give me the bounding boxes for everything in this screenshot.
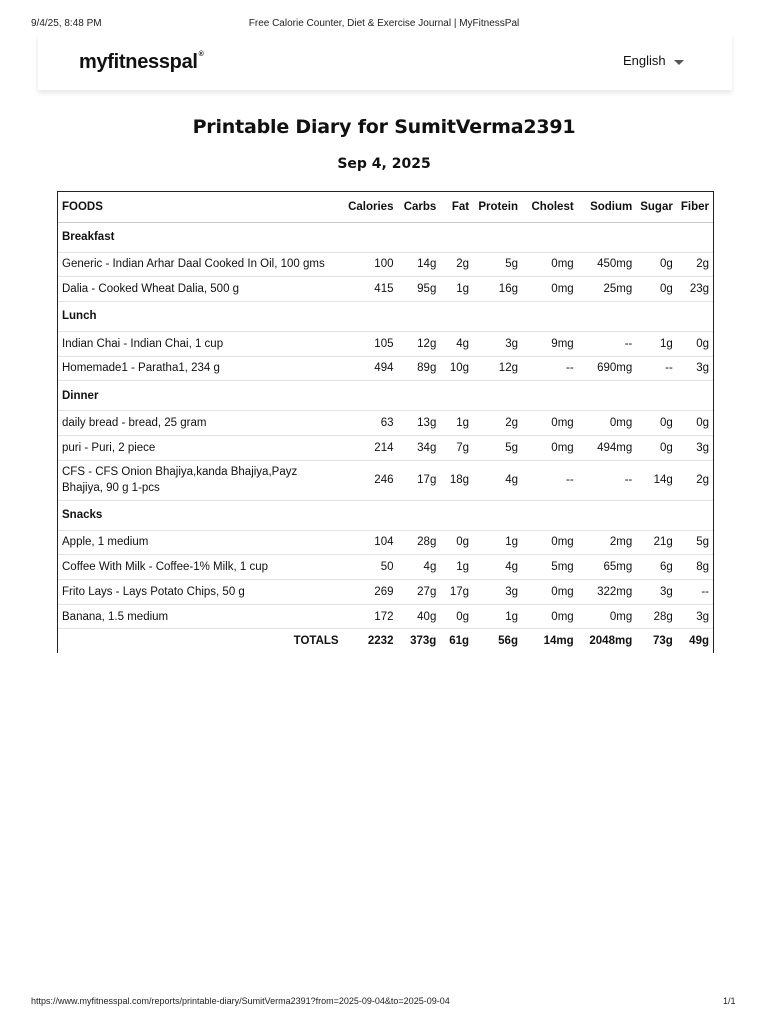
food-sugar: 21g: [636, 530, 677, 555]
food-carbs: 40g: [397, 604, 440, 629]
food-calories: 269: [343, 580, 398, 605]
food-sugar: 0g: [636, 277, 677, 302]
food-sugar: 6g: [636, 555, 677, 580]
food-carbs: 34g: [397, 435, 440, 460]
food-fiber: 0g: [677, 331, 713, 356]
food-row: [58, 530, 713, 555]
print-footer: [0, 994, 768, 1014]
food-name: Homemade1 - Paratha1, 234 g: [58, 356, 343, 381]
food-fat: 10g: [440, 356, 473, 381]
chevron-down-icon: [674, 60, 684, 65]
food-protein: 5g: [473, 435, 522, 460]
food-sodium: 25mg: [578, 277, 637, 302]
food-carbs: 12g: [397, 331, 440, 356]
food-sodium: 0mg: [578, 604, 637, 629]
total-fiber: 49g: [689, 635, 709, 648]
food-name: Apple, 1 medium: [58, 530, 343, 555]
food-fiber: 3g: [677, 356, 713, 381]
food-fiber: 2g: [677, 460, 713, 500]
food-row: [58, 252, 713, 277]
food-fiber: 23g: [677, 277, 713, 302]
table-header-row: [58, 192, 713, 222]
food-sodium: 494mg: [578, 435, 637, 460]
column-header-sodium: Sodium: [578, 192, 637, 222]
food-name: Dalia - Cooked Wheat Dalia, 500 g: [58, 277, 343, 302]
food-row: [58, 604, 713, 629]
food-protein: 4g: [473, 555, 522, 580]
food-protein: 3g: [473, 331, 522, 356]
food-row: [58, 331, 713, 356]
page-title: Printable Diary for SumitVerma2391: [192, 116, 576, 138]
meal-name: Breakfast: [58, 222, 713, 252]
food-row: [58, 460, 713, 500]
total-fat: 61g: [449, 635, 470, 648]
food-calories: 246: [343, 460, 398, 500]
food-fat: 4g: [440, 331, 473, 356]
food-fat: 1g: [440, 555, 473, 580]
food-sugar: 0g: [636, 252, 677, 277]
food-cholest: 5mg: [522, 555, 578, 580]
food-cholest: --: [522, 356, 578, 381]
food-fat: 18g: [440, 460, 473, 500]
food-sugar: 28g: [636, 604, 677, 629]
meal-row: [58, 500, 713, 530]
food-sodium: 450mg: [578, 252, 637, 277]
totals-label: TOTALS: [293, 635, 339, 648]
food-row: [58, 356, 713, 381]
food-fat: 7g: [440, 435, 473, 460]
column-header-cholest: Cholest: [522, 192, 578, 222]
food-cholest: --: [522, 460, 578, 500]
food-carbs: 27g: [397, 580, 440, 605]
food-carbs: 28g: [397, 530, 440, 555]
diary-table-container: [57, 191, 714, 653]
food-cholest: 0mg: [522, 252, 578, 277]
food-protein: 3g: [473, 580, 522, 605]
food-name: Indian Chai - Indian Chai, 1 cup: [58, 331, 343, 356]
totals-row: [58, 629, 713, 653]
food-fat: 1g: [440, 277, 473, 302]
food-calories: 214: [343, 435, 398, 460]
food-row: [58, 411, 713, 436]
food-sugar: 3g: [636, 580, 677, 605]
food-cholest: 0mg: [522, 435, 578, 460]
myfitnesspal-logo[interactable]: myfitnesspal®: [79, 51, 204, 73]
food-sugar: 0g: [636, 435, 677, 460]
food-sugar: 0g: [636, 411, 677, 436]
food-fat: 2g: [440, 252, 473, 277]
food-protein: 2g: [473, 411, 522, 436]
food-carbs: 95g: [397, 277, 440, 302]
meal-name: Snacks: [58, 500, 713, 530]
food-name: puri - Puri, 2 piece: [58, 435, 343, 460]
food-fiber: 0g: [677, 411, 713, 436]
food-calories: 415: [343, 277, 398, 302]
column-header-fiber: Fiber: [677, 192, 713, 222]
food-carbs: 17g: [397, 460, 440, 500]
food-protein: 12g: [473, 356, 522, 381]
food-cholest: 0mg: [522, 580, 578, 605]
column-header-protein: Protein: [473, 192, 522, 222]
print-page-title: Free Calorie Counter, Diet & Exercise Journal | MyFitnessPal: [248, 18, 520, 29]
food-protein: 16g: [473, 277, 522, 302]
food-protein: 4g: [473, 460, 522, 500]
food-row: [58, 580, 713, 605]
food-calories: 172: [343, 604, 398, 629]
food-fat: 17g: [440, 580, 473, 605]
food-cholest: 0mg: [522, 411, 578, 436]
food-sodium: 0mg: [578, 411, 637, 436]
food-fat: 1g: [440, 411, 473, 436]
food-name: Frito Lays - Lays Potato Chips, 50 g: [58, 580, 343, 605]
food-row: [58, 277, 713, 302]
food-sugar: --: [636, 356, 677, 381]
food-cholest: 0mg: [522, 530, 578, 555]
food-fiber: 8g: [677, 555, 713, 580]
site-header: [38, 34, 732, 90]
total-protein: 56g: [498, 635, 518, 648]
meal-row: [58, 381, 713, 411]
food-carbs: 4g: [397, 555, 440, 580]
food-calories: 50: [343, 555, 398, 580]
food-name: Coffee With Milk - Coffee-1% Milk, 1 cup: [58, 555, 343, 580]
print-url: https://www.myfitnesspal.com/reports/printable-diary/SumitVerma2391?from=2025-09-04&to=2025-09-04: [31, 996, 450, 1006]
food-name: Generic - Indian Arhar Daal Cooked In Oil, 100 gms: [58, 252, 343, 277]
column-header-sugar: Sugar: [636, 192, 677, 222]
food-fiber: 3g: [677, 604, 713, 629]
food-cholest: 0mg: [522, 277, 578, 302]
meal-name: Dinner: [58, 381, 713, 411]
column-header-fat: Fat: [440, 192, 473, 222]
food-carbs: 13g: [397, 411, 440, 436]
food-calories: 494: [343, 356, 398, 381]
food-name: daily bread - bread, 25 gram: [58, 411, 343, 436]
language-selector[interactable]: [623, 53, 684, 68]
food-protein: 5g: [473, 252, 522, 277]
food-sodium: 322mg: [578, 580, 637, 605]
total-cholest: 14mg: [543, 635, 574, 648]
food-sodium: --: [578, 331, 637, 356]
food-sugar: 14g: [636, 460, 677, 500]
food-fiber: 2g: [677, 252, 713, 277]
food-fat: 0g: [440, 604, 473, 629]
food-protein: 1g: [473, 530, 522, 555]
meal-name: Lunch: [58, 301, 713, 331]
food-calories: 100: [343, 252, 398, 277]
food-diary-table: [58, 192, 713, 653]
meal-row: [58, 301, 713, 331]
food-name: CFS - CFS Onion Bhajiya,kanda Bhajiya,Payz Bhajiya, 90 g 1-pcs: [58, 460, 343, 500]
print-date: 9/4/25, 8:48 PM: [31, 18, 102, 29]
food-fiber: --: [677, 580, 713, 605]
food-calories: 105: [343, 331, 398, 356]
total-sugar: 73g: [653, 635, 673, 648]
food-cholest: 9mg: [522, 331, 578, 356]
food-carbs: 14g: [397, 252, 440, 277]
food-fiber: 3g: [677, 435, 713, 460]
print-page-number: 1/1: [723, 996, 736, 1006]
food-calories: 63: [343, 411, 398, 436]
total-sodium: 2048mg: [589, 635, 633, 648]
food-fiber: 5g: [677, 530, 713, 555]
food-calories: 104: [343, 530, 398, 555]
food-row: [58, 555, 713, 580]
food-row: [58, 435, 713, 460]
language-label: English: [623, 53, 666, 68]
food-protein: 1g: [473, 604, 522, 629]
meal-row: [58, 222, 713, 252]
total-calories: 2232: [367, 635, 394, 648]
food-sodium: 2mg: [578, 530, 637, 555]
food-sodium: 690mg: [578, 356, 637, 381]
food-sugar: 1g: [636, 331, 677, 356]
food-cholest: 0mg: [522, 604, 578, 629]
food-carbs: 89g: [397, 356, 440, 381]
report-date: Sep 4, 2025: [337, 156, 431, 172]
food-name: Banana, 1.5 medium: [58, 604, 343, 629]
column-header-foods: FOODS: [58, 192, 343, 222]
food-sodium: 65mg: [578, 555, 637, 580]
total-carbs: 373g: [410, 635, 437, 648]
food-sodium: --: [578, 460, 637, 500]
food-fat: 0g: [440, 530, 473, 555]
column-header-carbs: Carbs: [397, 192, 440, 222]
column-header-calories: Calories: [343, 192, 398, 222]
